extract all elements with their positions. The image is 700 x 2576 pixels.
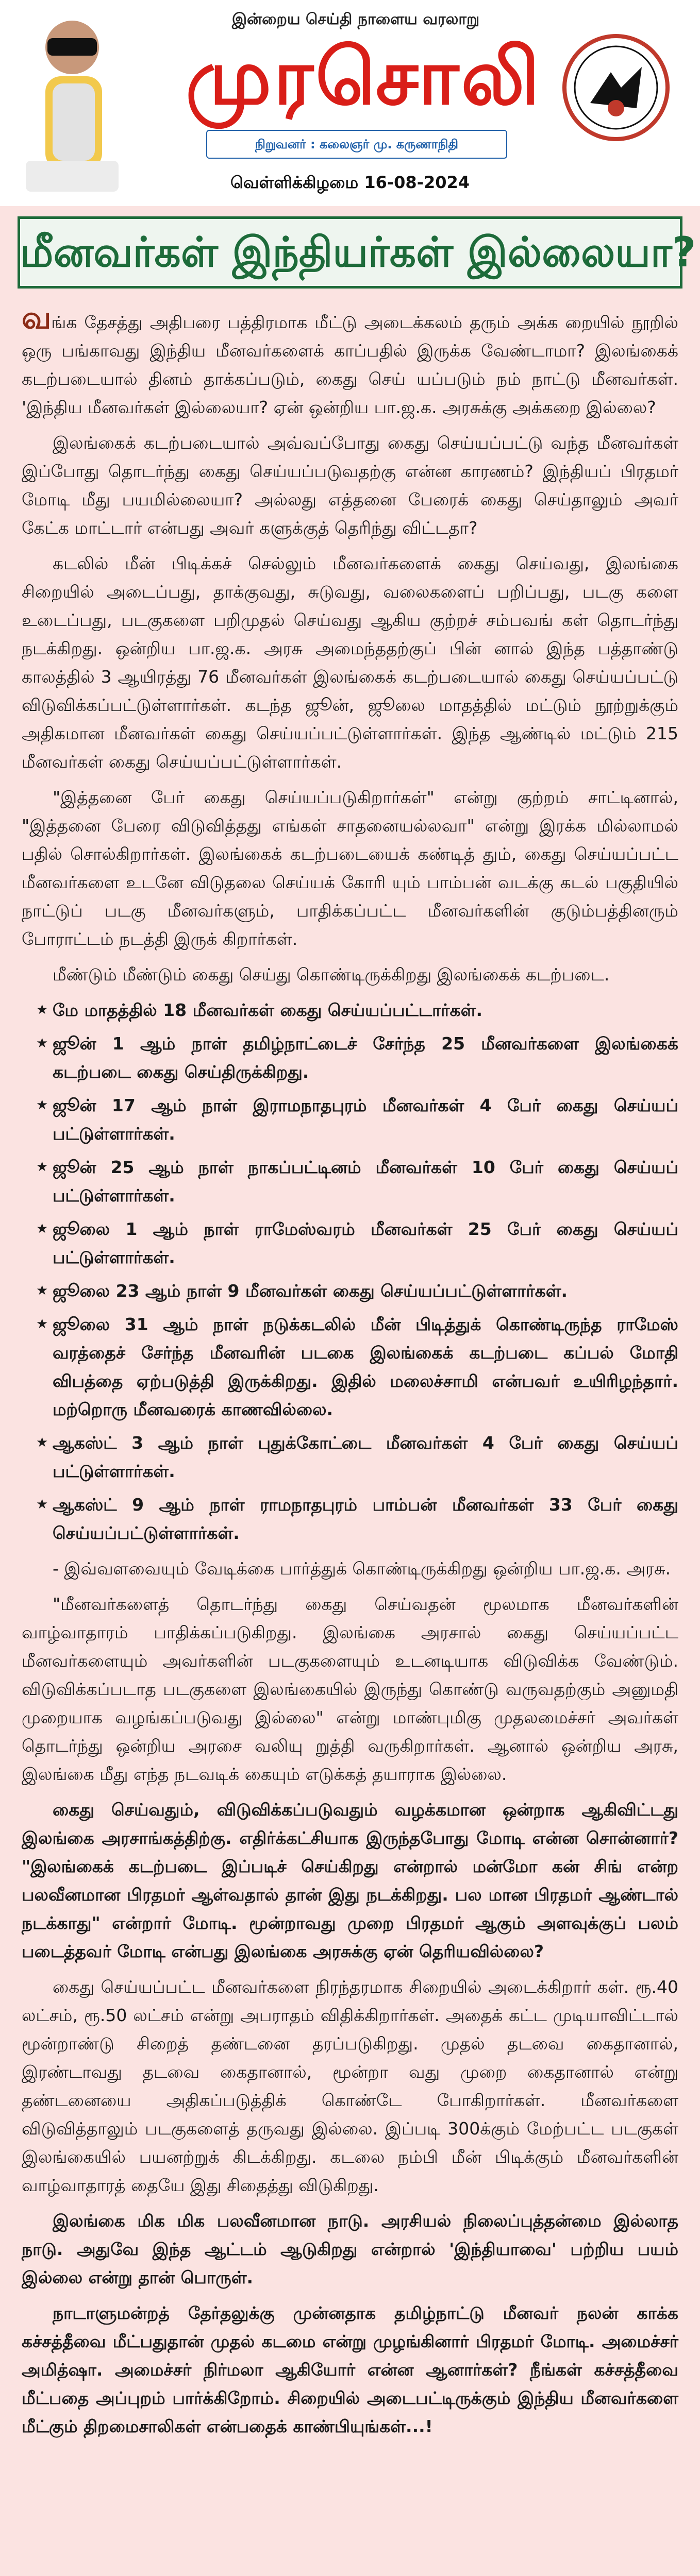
party-logo bbox=[559, 31, 673, 155]
article-paragraph: வங்க தேசத்து அதிபரை பத்திரமாக மீட்டு அடைக்கலம் தரும் அக்க றையில் நூறில் ஒரு பங்காவது இந்திய மீனவர்களைக் காப்பதில் இருக்க வேண்டாமா? இலங்கைக் கடற்படையால் தினம் தாக்கப்படும், கைது செய் யப்படும் நம் நாட்டு மீனவர்கள். 'இந்திய மீனவர்கள் இல்லையா? ஏன் ஒன்றிய பா.ஜ.க. அரசுக்கு அக்கறை இல்லை? bbox=[22, 300, 678, 417]
article-body bbox=[22, 300, 678, 2448]
list-item: ★ ஜூன் 17 ஆம் நாள் இராமநாதபுரம் மீனவர்கள் 4 பேர் கைது செய்யப் பட்டுள்ளார்கள். bbox=[22, 1091, 678, 1148]
article-paragraph-bold: நாடாளுமன்றத் தேர்தலுக்கு முன்னதாக தமிழ்நாட்டு மீனவர் நலன் காக்க கச்சத்தீவை மீட்பதுதான் முதல் கடமை என்று முழங்கினார் பிரதமர் மோடி. அமைச்சர் அமித்ஷா. அமைச்சர் நிர்மலா ஆகியோர் என்ன ஆனார்கள்? நீங்கள் கச்சத்தீவை மீட்பதை அப்புறம் பார்க்கிறோம். சிறையில் அடைபட்டிருக்கும் இந்திய மீனவர்களை மீட்கும் திறமைசாலிகள் என்பதைக் காண்பியுங்கள்...! bbox=[22, 2303, 678, 2436]
article-paragraph: "மீனவர்களைத் தொடர்ந்து கைது செய்வதன் மூலமாக மீனவர்களின் வாழ்வாதாரம் பாதிக்கப்படுகிறது. இலங்கை அரசால் கைது செய்யப்பட்ட மீனவர்களையும் அவர்களின் படகுகளையும் உடனடியாக விடுவிக்க வேண்டும். விடுவிக்கப்படாத படகுகளை இலங்கையில் இருந்து கொண்டு வருவதற்கும் அனுமதி முறையாக வழங்கப்படுவது இல்லை" என்று மாண்புமிகு முதலமைச்சர் அவர்கள் தொடர்ந்து ஒன்றிய அரசை வலியு றுத்தி வருகிறார்கள். ஆனால் ஒன்றிய அரசு, இலங்கை மீது எந்த நடவடிக் கையும் எடுக்கத் தயாராக இல்லை. bbox=[22, 1594, 678, 1784]
tagline: இன்றைய செய்தி நாளைய வரலாறு bbox=[231, 10, 480, 28]
list-item: ★ ஆகஸ்ட் 9 ஆம் நாள் ராமநாதபுரம் பாம்பன் மீனவர்கள் 33 பேர் கைது செய்யப்பட்டுள்ளார்கள். bbox=[22, 1490, 678, 1547]
list-item: ★ ஆகஸ்ட் 3 ஆம் நாள் புதுக்கோட்டை மீனவர்கள் 4 பேர் கைது செய்யப் பட்டுள்ளார்கள். bbox=[22, 1429, 678, 1485]
founder-portrait bbox=[15, 6, 124, 197]
list-item: ★ ஜூன் 1 ஆம் நாள் தமிழ்நாட்டைச் சேர்ந்த 25 மீனவர்களை இலங்கைக் கடற்படை கைது செய்திருக்கிறது. bbox=[22, 1029, 678, 1086]
article-paragraph: - இவ்வளவையும் வேடிக்கை பார்த்துக் கொண்டிருக்கிறது ஒன்றிய பா.ஜ.க. அரசு. bbox=[53, 1558, 671, 1579]
article-paragraph: இலங்கைக் கடற்படையால் அவ்வப்போது கைது செய்யப்பட்டு வந்த மீனவர்கள் இப்போது தொடர்ந்து கைது செய்யப்படுவதற்கு என்ன காரணம்? இந்தியப் பிரதமர் மோடி மீது பயமில்லையா? அல்லது எத்தனை பேரைக் கைது செய்தாலும் அவர் கேட்க மாட்டார் என்பது அவர் களுக்குத் தெரிந்து விட்டதா? bbox=[22, 433, 678, 538]
article-paragraph: கைது செய்யப்பட்ட மீனவர்களை நிரந்தரமாக சிறையில் அடைக்கிறார் கள். ரூ.40 லட்சம், ரூ.50 லட்சம் என்று அபராதம் விதிக்கிறார்கள். அதைக் கட்ட முடியாவிட்டால் மூன்றாண்டு சிறைத் தண்டனை தரப்படுகிறது. முதல் தடவை கைதானால், இரண்டாவது தடவை கைதானால், மூன்றா வது முறை கைதானால் என்று தண்டனையை அதிகப்படுத்திக் கொண்டே போகிறார்கள். மீனவர்களை விடுவித்தாலும் படகுகளைத் தருவது இல்லை. இப்படி 300க்கும் மேற்பட்ட படகுகள் இலங்கையில் பயனற்றுக் கிடக்கிறது. கடலை நம்பி மீன் பிடிக்கும் மீனவர்களின் வாழ்வாதாரத் தையே இது சிதைத்து விடுகிறது. bbox=[22, 1977, 678, 2195]
article-paragraph: கடலில் மீன் பிடிக்கச் செல்லும் மீனவர்களைக் கைது செய்வது, இலங்கை சிறையில் அடைப்பது, தாக்குவது, சுடுவது, வலைகளைப் பறிப்பது, படகு களை உடைப்பது, படகுகளை பறிமுதல் செய்வது ஆகிய குற்றச் சம்பவங் கள் தொடர்ந்து நடக்கிறது. ஒன்றிய பா.ஜ.க. அரசு அமைந்ததற்குப் பின் னால் இந்த பத்தாண்டு காலத்தில் 3 ஆயிரத்து 76 மீனவர்கள் இலங்கைக் கடற்படையால் கைது செய்யப்பட்டு விடுவிக்கப்பட்டுள்ளார்கள். கடந்த ஜூன், ஜூலை மாதத்தில் மட்டும் நூற்றுக்கும் அதிகமான மீனவர்கள் கைது செய்யப்பட்டுள்ளார்கள். இந்த ஆண்டில் மட்டும் 215 மீனவர்கள் கைது செய்யப்பட்டுள்ளார்கள். bbox=[22, 553, 678, 772]
article-paragraph: "இத்தனை பேர் கைது செய்யப்படுகிறார்கள்" என்று குற்றம் சாட்டினால், "இத்தனை பேரை விடுவித்தது எங்கள் சாதனையல்லவா" என்று இரக்க மில்லாமல் பதில் சொல்கிறார்கள். இலங்கைக் கடற்படையைக் கண்டித் தும், கைது செய்யப்பட்ட மீனவர்களை உடனே விடுதலை செய்யக் கோரி யும் பாம்பன் வடக்கு கடல் பகுதியில் நாட்டுப் படகு மீனவர்களும், பாதிக்கப்பட்ட மீனவர்களின் குடும்பத்தினரும் போராட்டம் நடத்தி இருக் கிறார்கள். bbox=[22, 787, 678, 949]
list-item: ★ ஜூலை 23 ஆம் நாள் 9 மீனவர்கள் கைது செய்யப்பட்டுள்ளார்கள். bbox=[22, 1277, 678, 1305]
article-paragraph-bold: கைது செய்வதும், விடுவிக்கப்படுவதும் வழக்கமான ஒன்றாக ஆகிவிட்டது இலங்கை அரசாங்கத்திற்கு. எதிர்க்கட்சியாக இருந்தபோது மோடி என்ன சொன்னார்? "இலங்கைக் கடற்படை இப்படிச் செய்கிறது என்றால் மன்மோ கன் சிங் என்ற பலவீனமான பிரதமர் ஆள்வதால் தான் இது நடக்கிறது. பல மான பிரதமர் ஆண்டால் நடக்காது" என்றார் மோடி. மூன்றாவது முறை பிரதமர் ஆகும் அளவுக்குப் பலம் படைத்தவர் மோடி என்பது இலங்கை அரசுக்கு ஏன் தெரியவில்லை? bbox=[22, 1800, 678, 1961]
article-title: மீனவர்கள் இந்தியர்கள் இல்லையா? bbox=[18, 216, 682, 289]
issue-date: வெள்ளிக்கிழமை 16-08-2024 bbox=[230, 173, 470, 192]
arrest-list bbox=[22, 996, 678, 1547]
list-item: ★ ஜூலை 1 ஆம் நாள் ராமேஸ்வரம் மீனவர்கள் 25 பேர் கைது செய்யப் பட்டுள்ளார்கள். bbox=[22, 1215, 678, 1272]
founder-credit: நிறுவனர் : கலைஞர் மு. கருணாநிதி bbox=[206, 130, 507, 159]
article-paragraph-bold: இலங்கை மிக மிக பலவீனமான நாடு. அரசியல் நிலைப்புத்தன்மை இல்லாத நாடு. அதுவே இந்த ஆட்டம் ஆடுகிறது என்றால் 'இந்தியாவை' பற்றிய பயம் இல்லை என்று தான் பொருள். bbox=[22, 2211, 678, 2287]
masthead-header bbox=[0, 0, 700, 206]
article-paragraph: மீண்டும் மீண்டும் கைது செய்து கொண்டிருக்கிறது இலங்கைக் கடற்படை. bbox=[53, 964, 610, 985]
list-item: ★ ஜூலை 31 ஆம் நாள் நடுக்கடலில் மீன் பிடித்துக் கொண்டிருந்த ராமேஸ் வரத்தைச் சேர்ந்த மீனவரின் படகை இலங்கைக் கடற்படை கப்பல் மோதி விபத்தை ஏற்படுத்தி இருக்கிறது. இதில் மலைச்சாமி என்பவர் உயிரிழந்தார். மற்றொரு மீனவரைக் காணவில்லை. bbox=[22, 1310, 678, 1423]
masthead-logo: முரசொலி bbox=[186, 32, 542, 122]
drop-cap: வ bbox=[22, 300, 52, 336]
list-item: ★ மே மாதத்தில் 18 மீனவர்கள் கைது செய்யப்பட்டார்கள். bbox=[22, 996, 678, 1024]
list-item: ★ ஜூன் 25 ஆம் நாள் நாகப்பட்டினம் மீனவர்கள் 10 பேர் கைது செய்யப் பட்டுள்ளார்கள். bbox=[22, 1153, 678, 1210]
